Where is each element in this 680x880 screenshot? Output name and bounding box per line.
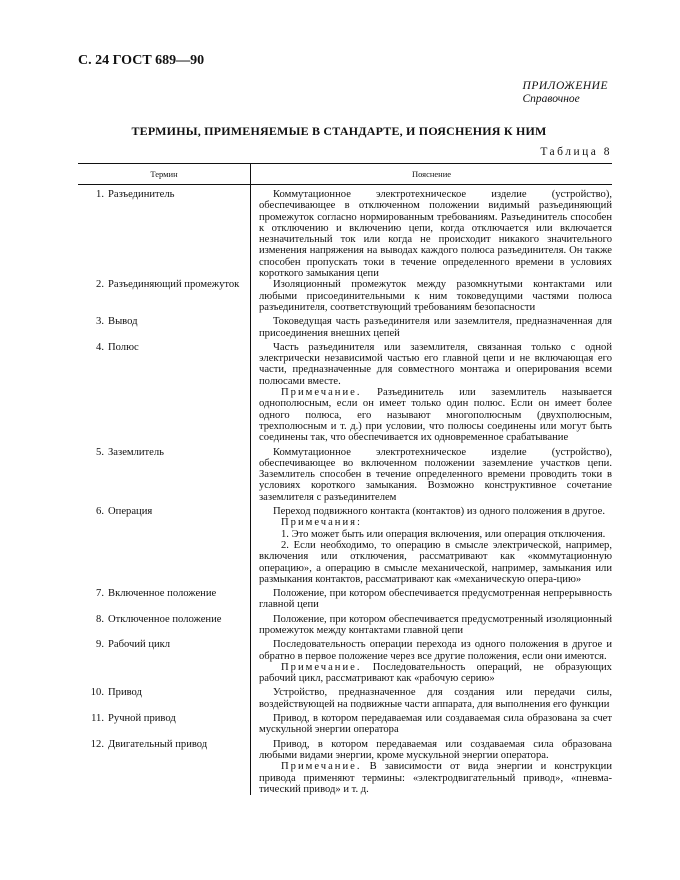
explanation-cell [250,639,612,684]
term-name: Разъединитель [108,189,175,200]
explanation-cell [250,316,612,339]
appendix-title: ПРИЛОЖЕНИЕ [522,80,608,92]
term-name: Отключенное положение [108,613,222,625]
term-name: Операция [108,506,153,518]
explanation-text: Последовательность операции перехода из одного положения в другое и обратно в первое положение через все другие положения, если они имеются. [259,639,612,662]
explanation-text: Токоведущая часть разъединителя или заземлителя, предназначенная для присоединения внешних цепей [259,316,612,339]
explanation-text: Положение, при котором обеспечивается предусмотренный изоляционный промежуток между контактами главной цепи [259,613,612,636]
table-row [78,313,612,339]
table-row [78,185,612,279]
appendix-type: Справочное [522,93,580,105]
table-row [78,585,612,611]
table-row [78,444,612,503]
term-number: 6. [96,506,104,518]
explanation-cell [250,506,612,585]
explanation-text: Привод, в котором передаваемая или создаваемая сила образована любыми видами энергии, кроме мускульной энергии оператора. [259,738,612,761]
table-row [78,636,612,684]
term-cell [78,739,250,795]
term-number: 5. [96,446,104,458]
term-number: 4. [96,341,104,353]
term-cell [78,342,250,444]
term-number: 12. [90,738,104,750]
appendix-label [523,80,608,106]
term-name: Двигательный привод [108,738,208,750]
explanation-cell [250,588,612,611]
term-number: 11. [91,713,104,725]
term-number: 1. [96,189,104,200]
note-item: 2. Если необходимо, то операцию в смысле электрической, например, включения или отключения, рассматривают как «коммутационную операцию», а операцию в смысле механической, например, замыкания или размыкания контактов, рассматривают как «механическую опера-цию» [259,539,612,585]
term-cell [78,506,250,585]
section-title: ТЕРМИНЫ, ПРИМЕНЯЕМЫЕ В СТАНДАРТЕ, И ПОЯСНЕНИЯ К НИМ [131,124,547,138]
explanation-cell [250,447,612,503]
term-cell [78,588,250,611]
term-cell [78,639,250,684]
note-item: 1. Это может быть или операция включения, или операция отключения. [281,528,606,540]
column-header-explanation: Пояснение [411,169,452,179]
term-cell [78,316,250,339]
note [259,387,612,443]
explanation-cell [250,342,612,444]
term-name: Включенное положение [108,588,217,600]
table-number: Таблица 8 [540,146,612,158]
explanation-text: Переход подвижного контакта (контактов) из одного положения в другое. [273,506,605,518]
note-label: Примечание. [281,661,362,673]
term-name: Привод [108,687,142,699]
term-cell [78,279,250,313]
note-text: Разъединитель или заземлитель называется однополюсным, если он имеет только один полюс. Если он имеет более одного полюса, его называют многополюсным (двухполюсным, трехполюсным и т. д.) при условии, что полюсы соединены или могут быть соединены так, что обеспечивается их одновременное срабатывание [259,387,612,444]
terms-table [78,163,612,795]
table-row [78,503,612,585]
table-body [78,185,612,795]
term-number: 8. [96,613,104,625]
term-number: 10. [90,687,104,699]
term-number: 3. [96,316,104,328]
term-name: Полюс [108,341,139,353]
explanation-text: Положение, при котором обеспечивается предусмотренная непрерывность главной цепи [259,588,612,611]
explanation-text: Изоляционный промежуток между разомкнутыми контактами или любыми присоединительными к ним токоведущими частями полюса разъединителя, соответствующий требованиям безопасности [259,279,612,313]
term-name: Разъединяющий промежуток [108,279,240,291]
term-name: Ручной привод [108,713,176,725]
explanation-text: Коммутационное электротехническое изделие (устройство), обеспечивающее во включенном положении заземление участков цепи. Заземлитель способен в течение определенного времени проводить токи в условиях короткого замыкания. Возможно конструктивное сочетание заземлителя с разъединителем [259,446,612,503]
term-cell [78,447,250,503]
term-name: Заземлитель [108,446,165,458]
note-label: Примечание. [281,387,362,399]
column-header-term: Термин [78,164,251,184]
term-cell [78,713,250,736]
term-number: 7. [96,588,104,600]
explanation-text: Коммутационное электротехническое изделие (устройство), обеспечивающее в отключенном положении видимый разъединяющий промежуток согласно нормированным требованиям. Разъединитель способен к отключению и включению цепи, когда отключается или включается незначительный ток или когда не происходит никакого значительного изменения напряжения на выводах каждого полюса разъединителя. Он также способен пропускать токи в течение определенного времени в условиях короткого замыкания цепи [259,189,612,280]
table-row [78,736,612,795]
term-name: Вывод [108,316,138,328]
note-text: В зависимости от вида энергии и конструкции привода применяют термины: «электродвигательный привод», «пневма-тический привод» и т. д. [259,761,612,795]
term-cell [78,687,250,710]
table-row [78,684,612,710]
explanation-cell [250,713,612,736]
note-label: Примечание. [281,761,362,773]
page-header: С. 24 ГОСТ 689—90 [78,53,205,68]
table-row [78,279,612,313]
table-header [78,163,612,185]
note-text: Последовательность операций, не образующих рабочий цикл, рассматривают как «рабочую серию» [259,661,612,685]
term-number: 9. [96,639,104,651]
explanation-cell [250,614,612,637]
explanation-text: Привод, в котором передаваемая или создаваемая сила образована за счет мускульной энергии оператора [259,713,612,736]
term-cell [78,189,250,279]
explanation-text: Часть разъединителя или заземлителя, связанная только с одной электрически независимой частью его главной цепи и не включающая его части, предназначенные для совместного монтажа и оперирования всеми полюсами вместе. [259,341,612,387]
table-row [78,611,612,637]
explanation-cell [250,739,612,795]
note [259,662,612,685]
table-row [78,710,612,736]
explanation-text: Устройство, предназначенное для создания или передачи силы, воздействующей на подвижные части аппарата, для выполнения его функции [259,687,612,710]
explanation-cell [250,279,612,313]
explanation-cell [250,189,612,279]
note [259,761,612,795]
term-name: Рабочий цикл [108,639,171,651]
table-row [78,339,612,444]
notes-label: Примечания: [281,517,362,529]
term-number: 2. [96,279,104,291]
term-cell [78,614,250,637]
explanation-cell [250,687,612,710]
